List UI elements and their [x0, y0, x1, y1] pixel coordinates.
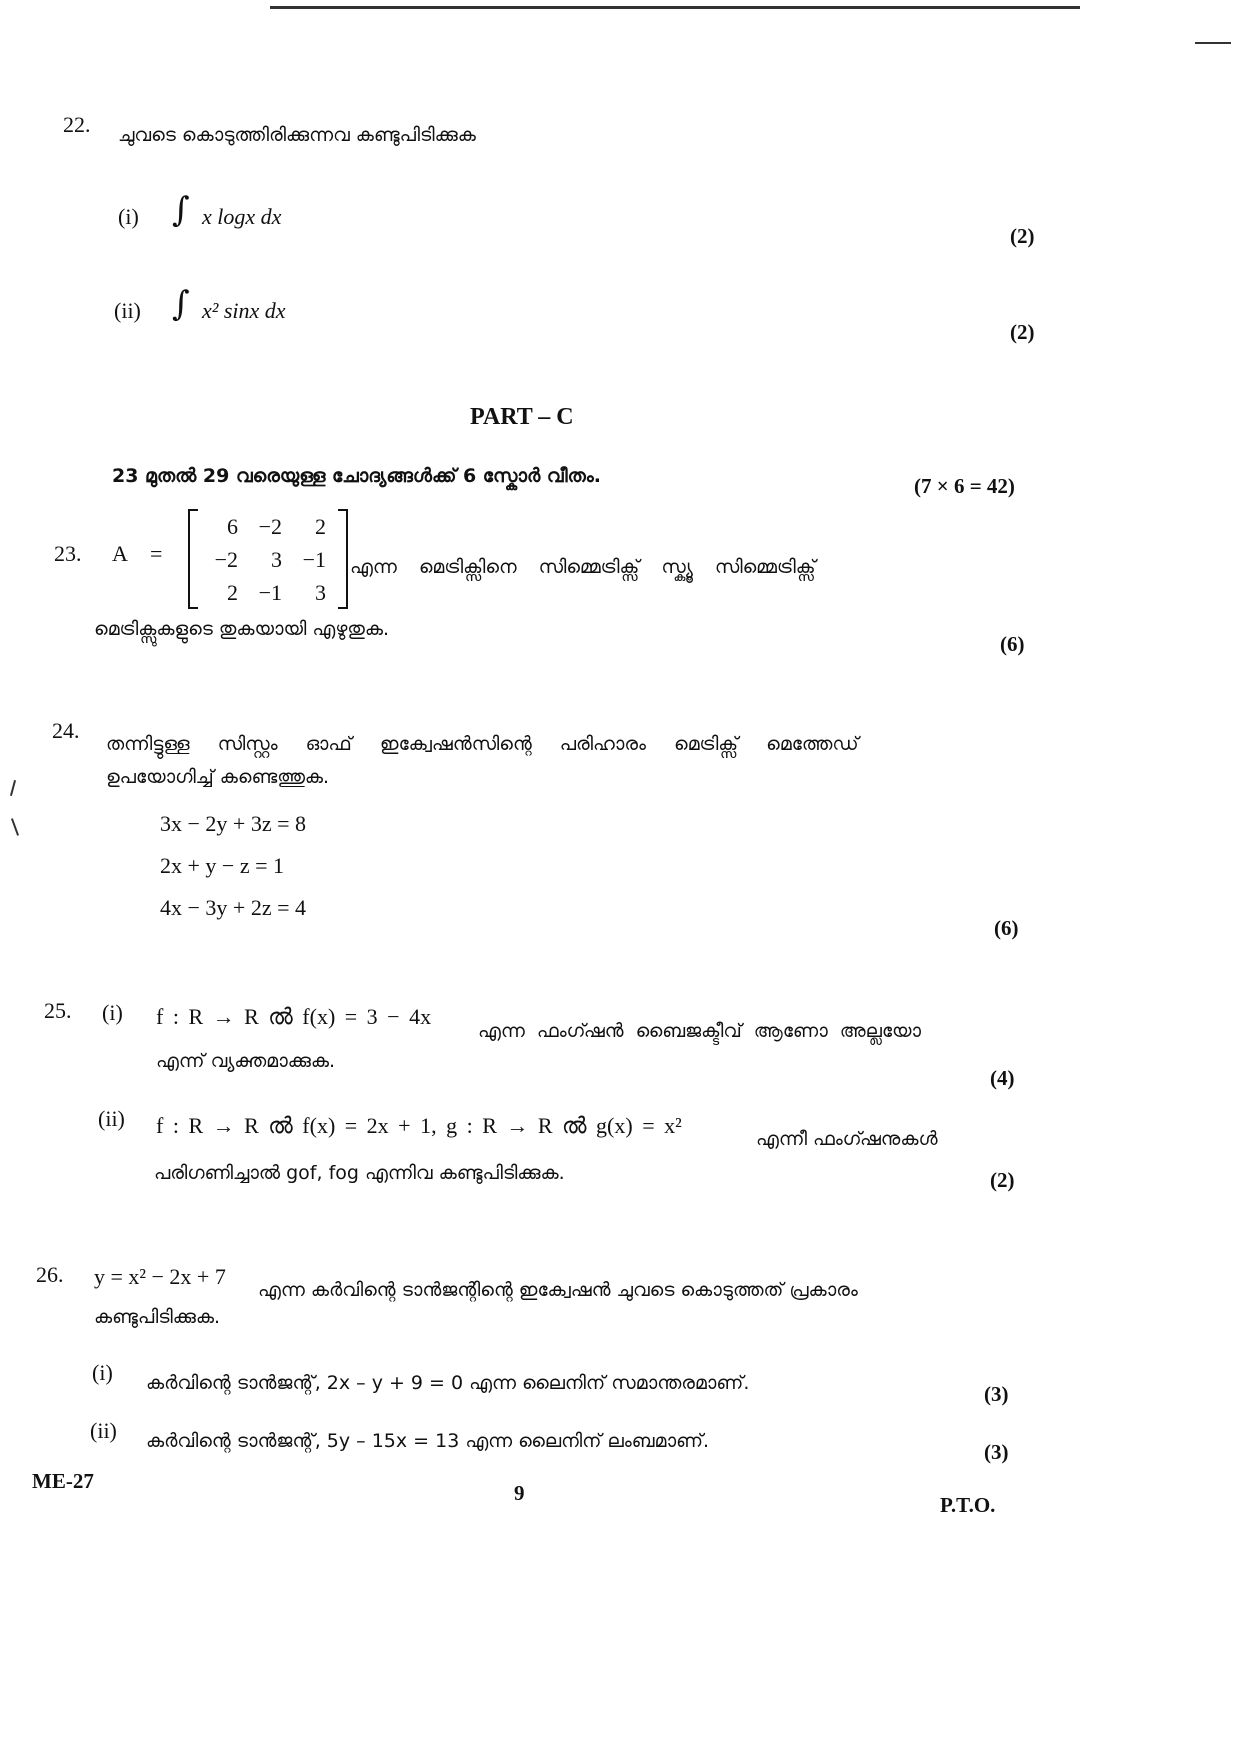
- question-text: ചുവടെ കൊടുത്തിരിക്കുന്നവ കണ്ടുപിടിക്കുക: [118, 124, 476, 146]
- equation: 4x − 3y + 2z = 4: [160, 895, 306, 920]
- please-turn-over: P.T.O.: [940, 1493, 996, 1517]
- matrix-right-bracket: [338, 509, 348, 609]
- curve-equation: y = x² − 2x + 7: [94, 1264, 226, 1289]
- integral-expression: x² sinx dx: [202, 298, 286, 323]
- marks: (6): [1000, 632, 1025, 656]
- question-text: എന്ന ഫംഗ്ഷൻ ബൈജക്ടീവ് ആണോ അല്ലയോ: [478, 1020, 922, 1042]
- question-number: 23.: [54, 541, 82, 566]
- question-text-line-2: കണ്ടുപിടിക്കുക.: [94, 1306, 221, 1328]
- question-text-line-2: മെട്രിക്സുകളുടെ തുകയായി എഴുതുക.: [94, 618, 390, 640]
- marks: (4): [990, 1066, 1015, 1090]
- equation: 2x + y − z = 1: [160, 853, 284, 878]
- matrix-cell: 2: [315, 514, 326, 539]
- part-text: കർവിന്റെ ടാൻജന്റ്, 5y – 15x = 13 എന്ന ലൈനിന് ലംബമാണ്.: [146, 1430, 710, 1452]
- marks: (2): [1010, 320, 1035, 344]
- part-label: (i): [92, 1360, 113, 1385]
- question-text: എന്നീ ഫംഗ്ഷനുകൾ: [756, 1128, 938, 1150]
- marks: (3): [984, 1382, 1009, 1406]
- page-number: 9: [514, 1481, 525, 1505]
- left-margin-mark: [10, 780, 16, 796]
- matrix-cell: −2: [214, 547, 238, 572]
- matrix-cell: 3: [315, 580, 326, 605]
- matrix-cell: −1: [302, 547, 326, 572]
- question-text-line-2: ഉപയോഗിച്ച് കണ്ടെത്തുക.: [106, 766, 330, 788]
- marks: (2): [990, 1168, 1015, 1192]
- part-label: (i): [102, 1000, 123, 1025]
- top-scan-line: [270, 6, 1080, 9]
- marks: (3): [984, 1440, 1009, 1464]
- matrix-cell: 2: [227, 580, 238, 605]
- question-text-line-2: എന്ന് വ്യക്തമാക്കുക.: [156, 1050, 336, 1072]
- part-instruction: 23 മുതൽ 29 വരെയുള്ള ചോദ്യങ്ങൾക്ക് 6 സ്കോർ വീതം.: [112, 465, 601, 487]
- marks: (6): [994, 916, 1019, 940]
- equals-sign: =: [150, 541, 163, 566]
- question-number: 24.: [52, 718, 80, 743]
- part-label: (ii): [98, 1106, 125, 1131]
- part-text: കർവിന്റെ ടാൻജന്റ്, 2x – y + 9 = 0 എന്ന ലൈനിന് സമാന്തരമാണ്.: [146, 1372, 750, 1394]
- matrix-cell: 6: [227, 514, 238, 539]
- question-text-line-1: എന്ന കർവിന്റെ ടാൻജന്റിന്റെ ഇക്വേഷൻ ചുവടെ കൊടുത്തത് പ്രകാരം: [258, 1279, 858, 1301]
- question-number: 22.: [63, 112, 91, 137]
- function-definition: f : R → R ൽ f(x) = 3 − 4x: [156, 1004, 432, 1029]
- question-number: 26.: [36, 1262, 64, 1287]
- matrix-cell: −1: [258, 580, 282, 605]
- marks: (2): [1010, 224, 1035, 248]
- question-text-line-1: തന്നിട്ടുള്ള സിസ്റ്റം ഓഫ് ഇക്വേഷൻസിന്റെ പരിഹാരം മെട്രിക്സ് മെത്തേഡ്: [106, 733, 859, 755]
- part-label: (i): [118, 204, 139, 229]
- integral-icon: ∫: [172, 284, 190, 324]
- part-total-marks: (7 × 6 = 42): [914, 474, 1015, 498]
- function-definition: f : R → R ൽ f(x) = 2x + 1, g : R → R ൽ g(x) = x²: [156, 1113, 682, 1138]
- question-number: 25.: [44, 998, 72, 1023]
- paper-code: ME-27: [32, 1469, 94, 1493]
- part-label: (ii): [90, 1418, 117, 1443]
- matrix-name: A: [112, 541, 128, 566]
- integral-expression: x logx dx: [202, 204, 282, 229]
- question-text-line-2: പരിഗണിച്ചാൽ gof, fog എന്നിവ കണ്ടുപിടിക്കുക.: [154, 1162, 565, 1184]
- equation: 3x − 2y + 3z = 8: [160, 811, 306, 836]
- top-scan-line-right: [1195, 42, 1231, 44]
- integral-icon: ∫: [172, 190, 190, 230]
- matrix-cell: −2: [258, 514, 282, 539]
- matrix-A: [188, 509, 348, 605]
- question-text-line-1: എന്ന മെട്രിക്സിനെ സിമ്മെട്രിക്സ് സ്ക്യൂ സിമ്മെട്രിക്സ്: [350, 556, 816, 578]
- part-heading: PART – C: [470, 404, 574, 430]
- left-margin-mark-2: [11, 818, 19, 836]
- part-label: (ii): [114, 298, 141, 323]
- matrix-cell: 3: [271, 547, 282, 572]
